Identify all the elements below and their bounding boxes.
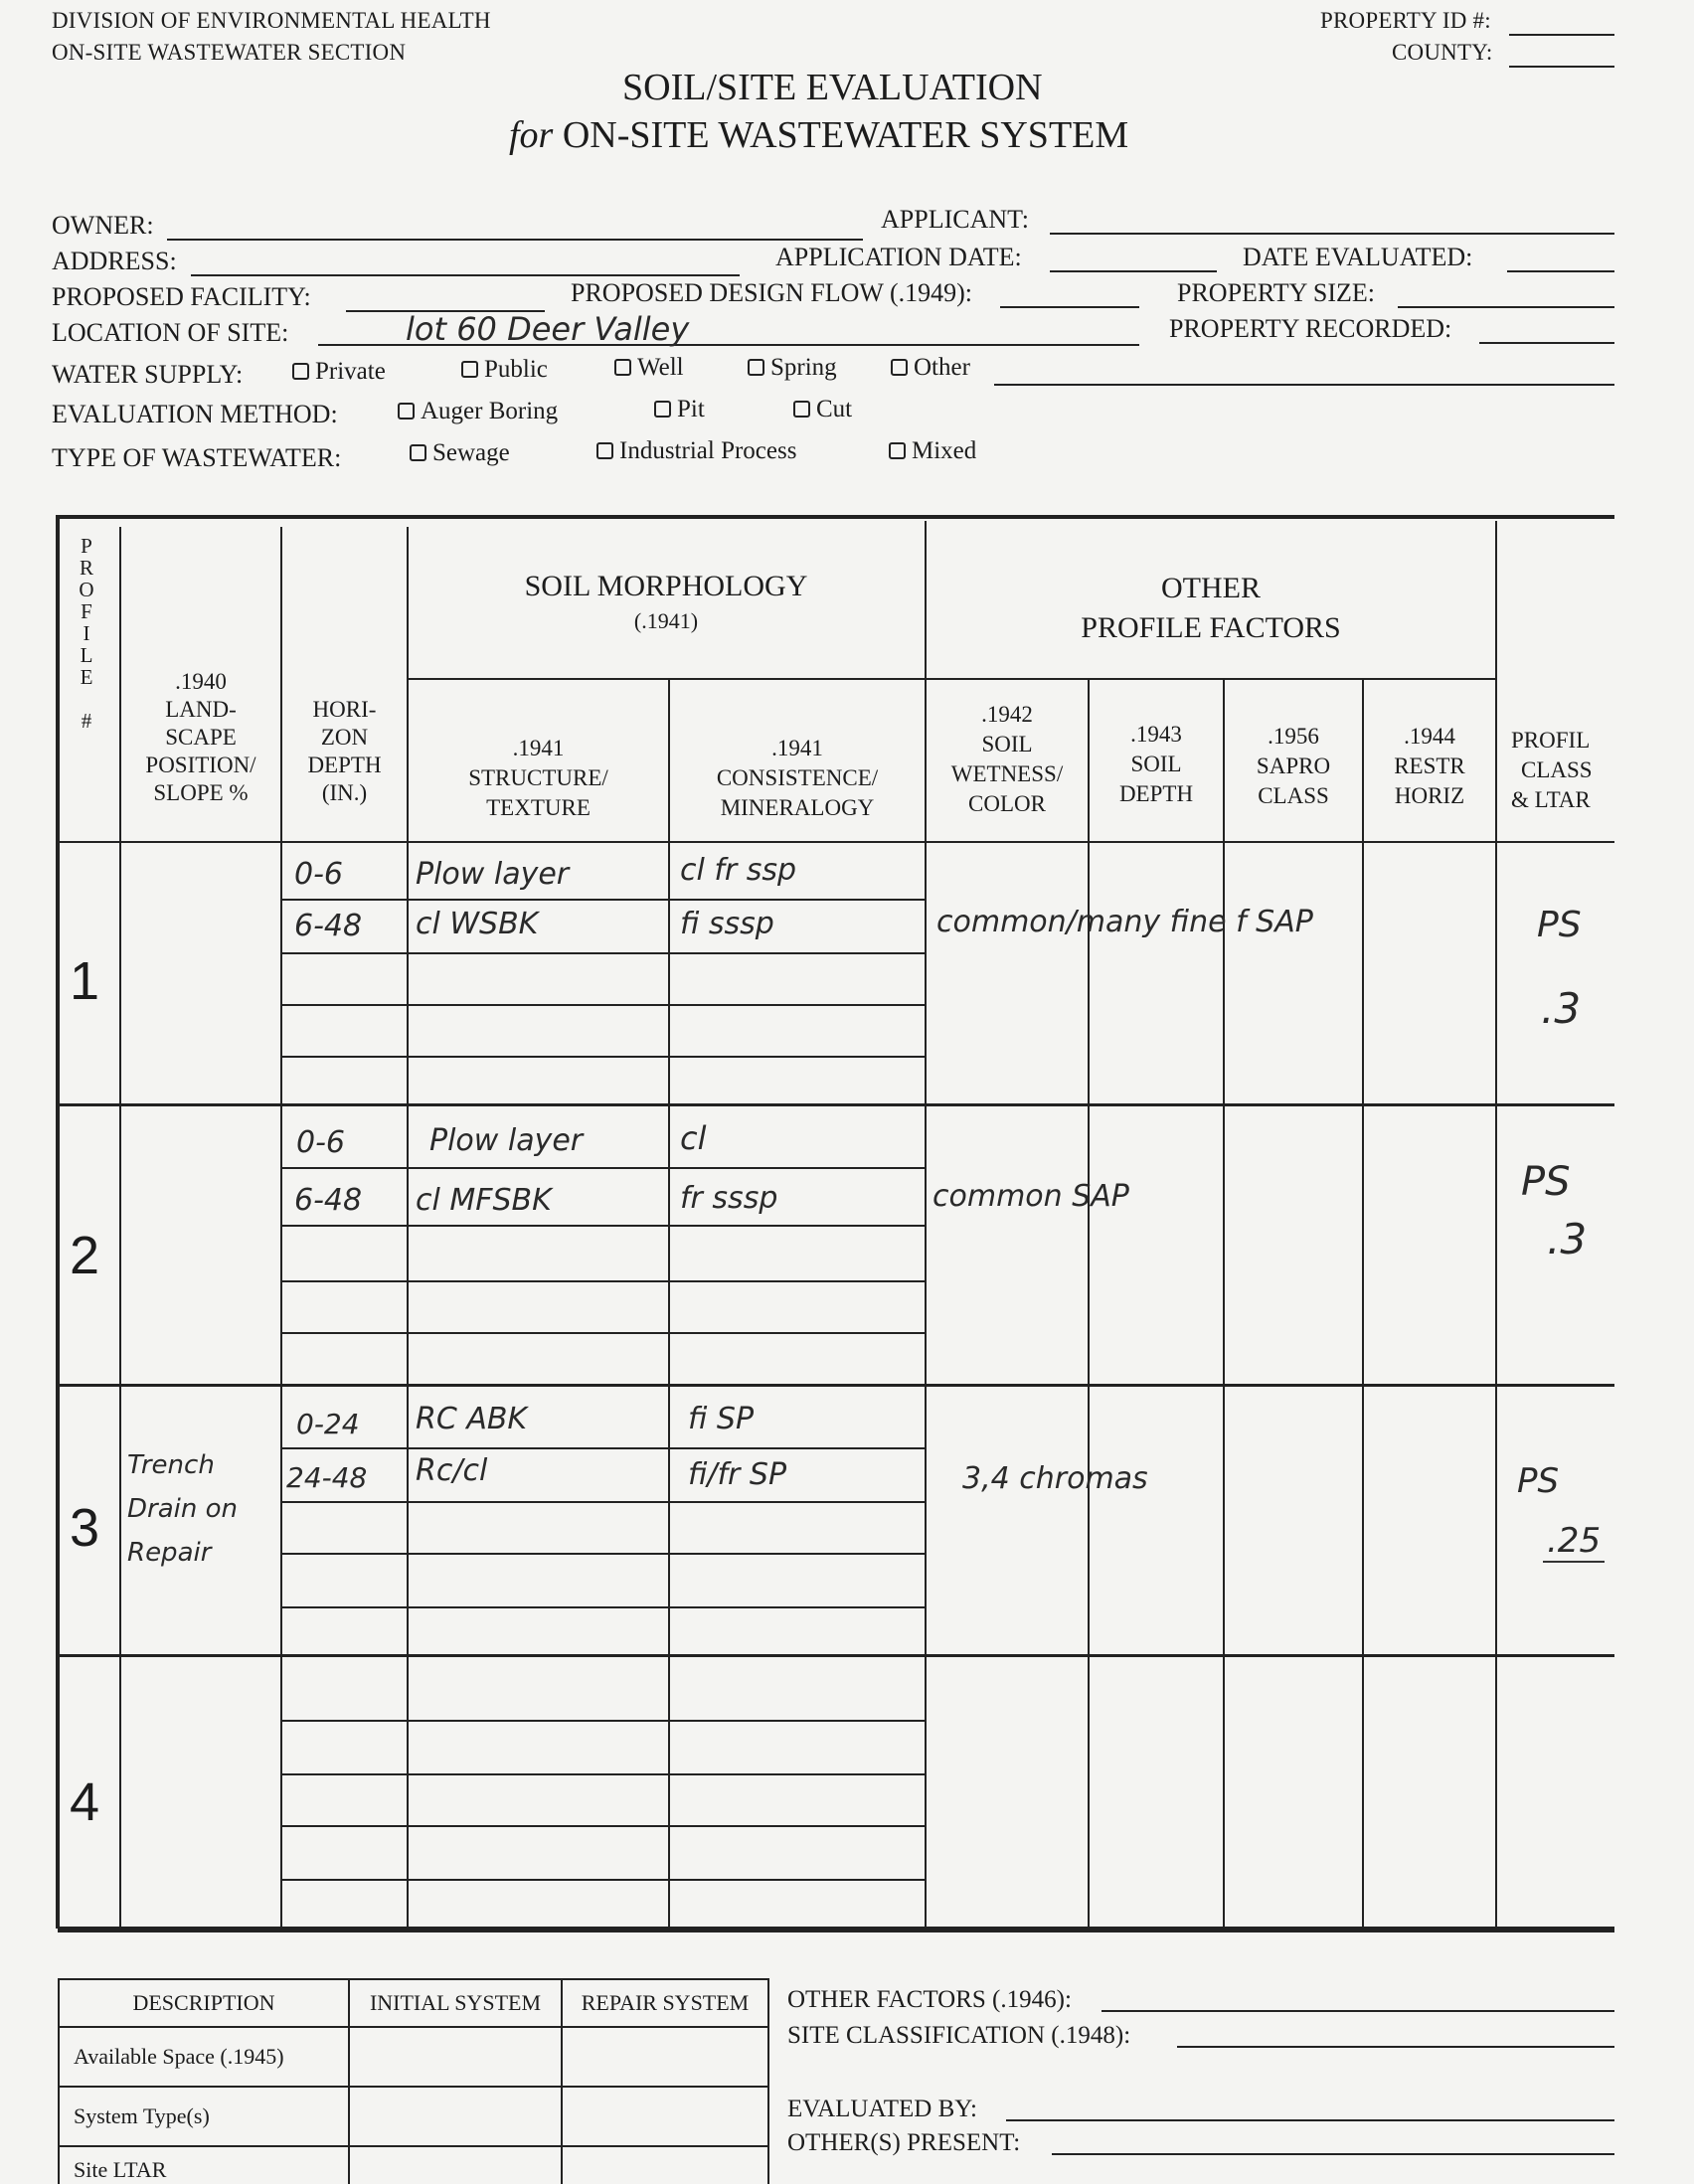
option-label: Sewage (432, 439, 510, 466)
option-label: Pit (677, 396, 705, 422)
description-header (59, 1979, 349, 2027)
horizon-line: HORI- (312, 697, 377, 722)
p2-depth-1: 0-6 (296, 1125, 345, 1160)
col-line-wetness (1088, 680, 1090, 1927)
p3-ltar: .25 (1543, 1521, 1605, 1563)
consistence-line: MINERALOGY (720, 795, 875, 820)
p3-consistence-2: fi/fr SP (688, 1457, 787, 1492)
sapro-class-header (1225, 722, 1362, 811)
checkbox-icon (410, 444, 426, 461)
p1-structure-1: Plow layer (416, 857, 570, 892)
horizon-row-line (280, 1501, 927, 1503)
soil-morphology-header (408, 567, 925, 636)
horizon-row-line (280, 1332, 927, 1334)
soil-depth-line: SOIL (1130, 752, 1182, 776)
location-value: lot 60 Deer Valley (406, 310, 690, 348)
application-date-field[interactable] (1050, 270, 1217, 272)
p2-structure-2: cl MFSBK (416, 1183, 552, 1218)
col-line-sapro (1362, 680, 1364, 1927)
available-space-label: Available Space (.1945) (74, 2044, 284, 2069)
water-supply-other-field[interactable] (994, 384, 1614, 386)
option-label: Auger Boring (421, 398, 559, 424)
applicant-field[interactable] (1050, 233, 1614, 235)
p3-structure-2: Rc/cl (416, 1453, 488, 1488)
restr-line: RESTR (1394, 754, 1465, 778)
profile-number: 1 (70, 951, 100, 1011)
col-line-structure (668, 680, 670, 1927)
landscape-line: POSITION/ (145, 753, 256, 777)
profile-letter: L (80, 643, 93, 667)
county-field[interactable] (1509, 66, 1614, 68)
structure-line: TEXTURE (486, 795, 591, 820)
repair-system-header (562, 1979, 768, 2027)
profile-letter: I (83, 621, 90, 645)
horizon-row-line (280, 1167, 927, 1169)
section-name: ON-SITE WASTEWATER SECTION (52, 40, 407, 65)
profile-number: 3 (70, 1498, 100, 1558)
restr-code: .1944 (1404, 724, 1455, 749)
property-recorded-field[interactable] (1479, 342, 1614, 344)
option-label: Mixed (912, 437, 977, 464)
profile-separator (58, 1103, 1614, 1106)
profile-class-header (1497, 726, 1626, 815)
p1-ltar: .3 (1541, 984, 1582, 1033)
water-supply-private[interactable] (292, 358, 386, 386)
profile-class-line: & LTAR (1511, 787, 1591, 812)
system-type-label: System Type(s) (74, 2103, 210, 2128)
checkbox-icon (793, 401, 810, 418)
horizon-row-line (280, 1225, 927, 1227)
system-type-repair[interactable] (562, 2087, 768, 2146)
p2-class: PS (1521, 1159, 1571, 1205)
option-label: Well (637, 354, 684, 381)
horizon-row-line (280, 1879, 927, 1881)
date-evaluated-field[interactable] (1507, 270, 1614, 272)
soil-depth-line: DEPTH (1118, 781, 1194, 806)
checkbox-icon (889, 442, 906, 459)
p3-landscape: Trench Drain on Repair (127, 1450, 238, 1568)
form-title: SOIL/SITE EVALUATION (622, 67, 1043, 108)
checkbox-icon (596, 442, 613, 459)
available-space-repair[interactable] (562, 2027, 768, 2087)
division-name: DIVISION OF ENVIRONMENTAL HEALTH (52, 8, 491, 33)
option-label: Industrial Process (619, 437, 797, 464)
soil-depth-header (1090, 720, 1223, 809)
horizon-row-line (280, 1004, 927, 1006)
initial-system-label: INITIAL SYSTEM (369, 1990, 542, 2015)
p2-consistence-2: fr sssp (680, 1181, 778, 1216)
site-ltar-initial[interactable] (349, 2146, 562, 2184)
site-ltar-repair[interactable] (562, 2146, 768, 2184)
subtitle-for: for (509, 114, 554, 156)
available-space-initial[interactable] (349, 2027, 562, 2087)
design-flow-label: PROPOSED DESIGN FLOW (.1949): (571, 278, 972, 307)
applicant-label: APPLICANT: (881, 205, 1029, 234)
wetness-code: .1942 (981, 702, 1033, 727)
p2-structure-1: Plow layer (429, 1123, 584, 1158)
horizon-row-line (280, 1606, 927, 1608)
profile-class-line: CLASS (1521, 757, 1593, 782)
profile-separator (58, 1384, 1614, 1387)
checkbox-icon (748, 359, 764, 376)
option-label: Spring (770, 354, 837, 381)
profile-number: 2 (70, 1226, 100, 1285)
horizon-depth-header (282, 696, 407, 807)
wetness-header (927, 700, 1088, 819)
other-factors-label: OTHER FACTORS (.1946): (787, 1986, 1072, 2013)
soil-morphology-code: (.1941) (633, 608, 699, 633)
soil-morphology-title: SOIL MORPHOLOGY (524, 570, 808, 602)
consistence-code: .1941 (771, 736, 823, 760)
p1-other-factors: common/many fine f SAP (936, 905, 1313, 939)
option-label: Private (315, 358, 386, 385)
consistence-line: CONSISTENCE/ (716, 765, 879, 790)
horizon-line: ZON (320, 725, 369, 750)
evaluated-by-field[interactable] (1006, 2119, 1614, 2121)
design-flow-field[interactable] (1000, 306, 1139, 308)
option-label: Other (914, 354, 970, 381)
option-label: Public (484, 356, 548, 383)
landscape-line: SCAPE (165, 725, 237, 750)
p3-depth-1: 0-24 (296, 1408, 360, 1440)
repair-system-label: REPAIR SYSTEM (581, 1990, 750, 2015)
profile-letter: F (81, 599, 92, 623)
system-type-initial[interactable] (349, 2087, 562, 2146)
p1-structure-2: cl WSBK (416, 907, 539, 941)
profile-letter: R (79, 556, 93, 580)
form-subtitle (509, 113, 1128, 157)
site-ltar-label: Site LTAR (74, 2157, 167, 2182)
water-supply-public[interactable] (461, 356, 548, 384)
evaluation-method-label: EVALUATION METHOD: (52, 400, 338, 428)
owner-label: OWNER: (52, 211, 154, 240)
table-top-border (56, 515, 1614, 519)
subtitle-text: ON-SITE WASTEWATER SYSTEM (562, 114, 1129, 156)
horizon-row-line (280, 1447, 927, 1449)
landscape-header (121, 668, 280, 807)
checkbox-icon (891, 359, 908, 376)
site-classification-field[interactable] (1177, 2046, 1614, 2048)
others-present-label: OTHER(S) PRESENT: (787, 2129, 1021, 2156)
other-factors-header (927, 569, 1495, 648)
p2-depth-2: 6-48 (294, 1183, 363, 1218)
water-supply-label: WATER SUPPLY: (52, 360, 244, 389)
p2-other-factors: common SAP (932, 1179, 1129, 1214)
wastewater-type-label: TYPE OF WASTEWATER: (52, 443, 342, 472)
evaluated-by-label: EVALUATED BY: (787, 2096, 977, 2122)
soil-depth-code: .1943 (1130, 722, 1182, 747)
p1-class: PS (1537, 905, 1582, 945)
checkbox-icon (398, 403, 415, 420)
p1-depth-2: 6-48 (294, 909, 363, 943)
property-recorded-label: PROPERTY RECORDED: (1169, 314, 1452, 343)
wastewater-sewage[interactable] (410, 439, 510, 467)
profile-separator (58, 1654, 1614, 1657)
address-label: ADDRESS: (52, 247, 177, 275)
description-header-label: DESCRIPTION (132, 1990, 275, 2015)
p3-depth-2: 24-48 (286, 1461, 368, 1494)
other-factors-title: OTHER (1161, 572, 1261, 604)
address-field[interactable] (191, 274, 740, 276)
p3-structure-1: RC ABK (416, 1402, 528, 1436)
application-date-label: APPLICATION DATE: (775, 243, 1022, 271)
p3-class: PS (1517, 1461, 1560, 1501)
structure-header (409, 734, 668, 823)
wastewater-industrial[interactable] (596, 437, 796, 465)
landscape-line: SLOPE % (153, 780, 249, 805)
available-space-row (59, 2027, 349, 2087)
system-description-table (58, 1978, 769, 2184)
horizon-row-line (280, 1825, 927, 1827)
structure-code: .1941 (512, 736, 565, 760)
initial-system-header (349, 1979, 562, 2027)
profile-letter: E (80, 665, 93, 689)
water-supply-other[interactable] (891, 354, 970, 382)
wetness-line: SOIL (981, 732, 1033, 756)
wastewater-mixed[interactable] (889, 437, 976, 465)
property-size-label: PROPERTY SIZE: (1177, 278, 1375, 307)
evaluation-auger-boring[interactable] (398, 398, 558, 425)
p1-consistence-1: cl fr ssp (680, 853, 797, 888)
p1-depth-1: 0-6 (294, 857, 343, 892)
restr-line: HORIZ (1394, 783, 1465, 808)
system-type-row (59, 2087, 349, 2146)
restr-horiz-header (1364, 722, 1495, 811)
profile-letter: O (79, 578, 94, 601)
date-evaluated-label: DATE EVALUATED: (1243, 243, 1473, 271)
table-left-border (56, 517, 60, 1929)
horizon-row-line (280, 1280, 927, 1282)
p1-consistence-2: fi sssp (680, 907, 774, 941)
p3-other-factors: 3,4 chromas (962, 1461, 1148, 1496)
checkbox-icon (654, 401, 671, 418)
horizon-row-line (280, 1720, 927, 1722)
sapro-code: .1956 (1268, 724, 1319, 749)
proposed-facility-label: PROPOSED FACILITY: (52, 282, 311, 311)
horizon-row-line (280, 1773, 927, 1775)
others-present-field[interactable] (1052, 2153, 1614, 2155)
profile-letter: P (81, 534, 92, 558)
wetness-line: COLOR (968, 791, 1046, 816)
property-id-label: PROPERTY ID #: (1320, 8, 1491, 33)
checkbox-icon (461, 361, 478, 378)
sapro-line: SAPRO (1256, 754, 1331, 778)
profile-number: 4 (70, 1772, 100, 1832)
horizon-row-line (280, 1056, 927, 1058)
water-supply-spring[interactable] (748, 354, 837, 382)
col-line-soil-depth (1223, 680, 1225, 1927)
site-classification-label: SITE CLASSIFICATION (.1948): (787, 2022, 1131, 2049)
horizon-line: (IN.) (321, 780, 368, 805)
checkbox-icon (292, 363, 309, 380)
table-bottom-border (58, 1927, 1614, 1932)
option-label: Cut (816, 396, 853, 422)
p3-consistence-1: fi SP (688, 1402, 755, 1436)
profile-letter: # (81, 709, 92, 733)
p2-consistence-1: cl (680, 1119, 707, 1157)
sapro-line: CLASS (1258, 783, 1329, 808)
profile-number-header (62, 535, 111, 732)
header-split-line (407, 678, 1495, 680)
horizon-row-line (280, 952, 927, 954)
structure-line: STRUCTURE/ (468, 765, 608, 790)
property-id-field[interactable] (1509, 34, 1614, 36)
owner-field[interactable] (167, 239, 863, 241)
horizon-row-line (280, 1553, 927, 1555)
property-size-field[interactable] (1398, 306, 1614, 308)
horizon-line: DEPTH (307, 753, 382, 777)
profile-class-line: PROFIL (1511, 728, 1591, 753)
wetness-line: WETNESS/ (950, 761, 1064, 786)
other-factors-subtitle: PROFILE FACTORS (1081, 611, 1341, 644)
evaluation-cut[interactable] (793, 396, 852, 423)
horizon-row-line (280, 899, 927, 901)
water-supply-well[interactable] (614, 354, 684, 382)
location-label: LOCATION OF SITE: (52, 318, 289, 347)
other-factors-field[interactable] (1101, 2010, 1614, 2012)
consistence-header (670, 734, 925, 823)
landscape-code: .1940 (175, 669, 227, 694)
site-ltar-row (59, 2146, 349, 2184)
checkbox-icon (614, 359, 631, 376)
p2-ltar: .3 (1547, 1215, 1588, 1263)
header-bottom-line (58, 841, 1614, 843)
evaluation-pit[interactable] (654, 396, 705, 423)
landscape-line: LAND- (165, 697, 237, 722)
county-label: COUNTY: (1392, 40, 1493, 65)
